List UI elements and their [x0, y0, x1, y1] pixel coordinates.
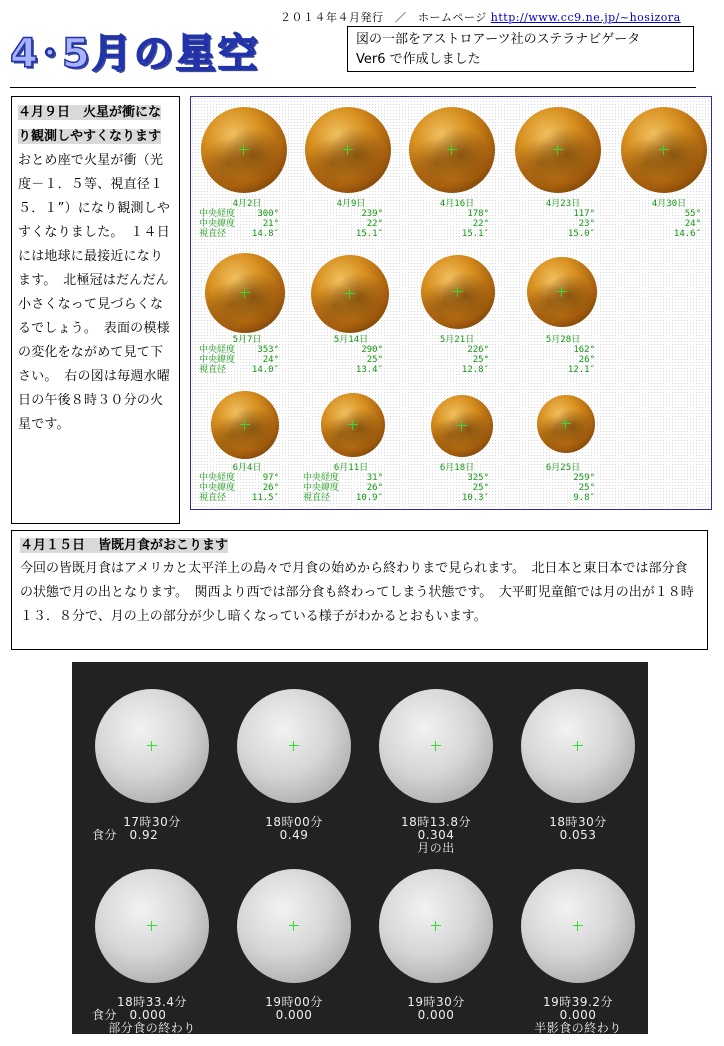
mars-row-label: 中央経度: [199, 345, 236, 355]
page-title: 4･5月の星空: [10, 31, 260, 77]
center-crosshair-icon: [147, 741, 157, 751]
credit-box: [347, 26, 694, 72]
eclipse-label: [376, 816, 496, 855]
mars-row-value: 15.1″: [355, 229, 383, 239]
mars-row: [409, 355, 505, 365]
eclipse-article-heading: [20, 535, 699, 557]
mars-disk: [321, 393, 385, 457]
mars-row: [199, 209, 295, 219]
mars-data-label: [515, 335, 611, 375]
mars-row: [515, 365, 611, 375]
mars-row: [515, 229, 611, 239]
mars-row-label: 視直径: [199, 493, 227, 503]
mars-row-value: 12.1″: [567, 365, 595, 375]
mars-date: 4月30日: [651, 199, 687, 209]
mars-disk: [537, 395, 595, 453]
mars-row-value: 26°: [578, 355, 595, 365]
mars-data-label: [409, 199, 505, 239]
eclipse-article: [11, 530, 708, 650]
center-crosshair-icon: [573, 921, 583, 931]
mars-row: [303, 365, 399, 375]
mars-data-label: [515, 463, 611, 503]
eclipse-magnitude: 0.000: [417, 1008, 455, 1022]
center-crosshair-icon: [343, 145, 353, 155]
moon-disk: [379, 869, 493, 983]
issue-text: ２０１４年４月発行 ／ ホームページ: [280, 11, 487, 24]
mars-row: [409, 493, 505, 503]
mars-row: [515, 493, 611, 503]
mars-row-value: 117°: [573, 209, 595, 219]
mars-disk: [311, 255, 389, 333]
eclipse-time: 17時30分: [123, 815, 181, 829]
mars-row: [409, 473, 505, 483]
center-crosshair-icon: [240, 420, 250, 430]
mars-row: [199, 355, 295, 365]
eclipse-time: 18時00分: [265, 815, 323, 829]
center-crosshair-icon: [447, 145, 457, 155]
eclipse-label: [234, 816, 354, 855]
moon-disk: [95, 869, 209, 983]
mars-row-label: 中央緯度: [303, 483, 340, 493]
mars-article-heading: [18, 101, 173, 149]
eclipse-label: [92, 996, 212, 1035]
mars-row: [515, 345, 611, 355]
eclipse-magnitude: 0.000: [559, 1008, 597, 1022]
mars-disk: [527, 257, 597, 327]
mars-row-value: 26°: [262, 483, 279, 493]
mars-row: [199, 229, 295, 239]
eclipse-note: [234, 842, 354, 855]
eclipse-label: [518, 816, 638, 855]
mars-row: [303, 345, 399, 355]
mars-row: [199, 365, 295, 375]
moon-disk: [521, 869, 635, 983]
mars-row: [409, 483, 505, 493]
eclipse-label: [92, 816, 212, 855]
mars-row-value: 353°: [257, 345, 279, 355]
center-crosshair-icon: [431, 921, 441, 931]
mars-row: [515, 209, 611, 219]
mars-row-value: 178°: [467, 209, 489, 219]
mars-row-value: 239°: [361, 209, 383, 219]
mars-row: [621, 229, 717, 239]
mars-date: 6月25日: [545, 463, 581, 473]
mars-row-value: 290°: [361, 345, 383, 355]
mars-row: [303, 483, 399, 493]
eclipse-note: 月の出: [417, 841, 455, 855]
mars-date: 5月21日: [439, 335, 475, 345]
mars-disk: [409, 107, 495, 193]
mars-date: 6月4日: [232, 463, 262, 473]
mars-row: [409, 219, 505, 229]
eclipse-magnitude: 0.000: [275, 1008, 313, 1022]
mars-data-label: [303, 335, 399, 375]
eclipse-magnitude: 0.053: [559, 828, 597, 842]
mars-row: [199, 219, 295, 229]
eclipse-note: [376, 1022, 496, 1035]
mars-disk: [431, 395, 493, 457]
mars-row-value: 9.8″: [573, 493, 595, 503]
mars-row-value: 259°: [573, 473, 595, 483]
center-crosshair-icon: [289, 741, 299, 751]
mars-row-label: 視直径: [199, 365, 227, 375]
mars-row: [409, 229, 505, 239]
mars-row: [515, 219, 611, 229]
mars-row: [515, 355, 611, 365]
eclipse-note: [92, 842, 212, 855]
mars-row-value: 10.9″: [355, 493, 383, 503]
mars-date: 4月2日: [232, 199, 262, 209]
mars-row-label: 中央経度: [199, 209, 236, 219]
mars-row-value: 22°: [366, 219, 383, 229]
mars-row-value: 226°: [467, 345, 489, 355]
header-issue-line: [280, 9, 681, 25]
moon-disk: [95, 689, 209, 803]
center-crosshair-icon: [345, 289, 355, 299]
mars-row-value: 14.0″: [251, 365, 279, 375]
mars-row: [515, 483, 611, 493]
mars-disk: [205, 253, 285, 333]
mars-row-value: 14.8″: [251, 229, 279, 239]
mars-row: [199, 483, 295, 493]
eclipse-note: 部分食の終わり: [108, 1021, 196, 1035]
mars-row: [621, 219, 717, 229]
eclipse-time: 18時30分: [549, 815, 607, 829]
mars-disk: [515, 107, 601, 193]
mars-date: 4月16日: [439, 199, 475, 209]
mars-row-value: 15.0″: [567, 229, 595, 239]
mars-row-value: 12.8″: [461, 365, 489, 375]
moon-disk: [237, 689, 351, 803]
eclipse-time: 19時00分: [265, 995, 323, 1009]
mars-row-value: 162°: [573, 345, 595, 355]
header-divider: [10, 87, 696, 88]
mars-date: 4月9日: [336, 199, 366, 209]
credit-line-1: 図の一部をアストロアーツ社のステラナビゲータ: [356, 32, 641, 47]
mars-row: [303, 355, 399, 365]
moon-disk: [379, 689, 493, 803]
mars-row: [199, 473, 295, 483]
mars-row: [303, 229, 399, 239]
center-crosshair-icon: [239, 145, 249, 155]
mars-data-label: [303, 463, 399, 503]
eclipse-label: [376, 996, 496, 1035]
mars-row-label: 中央緯度: [199, 483, 236, 493]
mars-disk: [211, 391, 279, 459]
homepage-link[interactable]: http://www.cc9.ne.jp/~hosizora: [490, 11, 681, 24]
mars-row-value: 11.5″: [251, 493, 279, 503]
center-crosshair-icon: [240, 288, 250, 298]
center-crosshair-icon: [348, 420, 358, 430]
mars-row-label: 視直径: [199, 229, 227, 239]
mars-row: [621, 209, 717, 219]
mars-row-value: 25°: [366, 355, 383, 365]
mars-article: [11, 96, 180, 524]
center-crosshair-icon: [453, 287, 463, 297]
mars-row-value: 24°: [262, 355, 279, 365]
eclipse-magnitude: 0.304: [417, 828, 455, 842]
eclipse-heading-text: ４月１５日 皆既月食がおこります: [20, 538, 229, 553]
center-crosshair-icon: [557, 287, 567, 297]
mars-date: 5月14日: [333, 335, 369, 345]
mars-row: [515, 473, 611, 483]
mars-row-value: 22°: [472, 219, 489, 229]
mars-row-label: 視直径: [303, 493, 331, 503]
eclipse-note: [234, 1022, 354, 1035]
mars-article-body: おとめ座で火星が衝（光度－１．５等、視直径１５．１”）になり観測しやすくなりました。 １４日には地球に最接近になります。 北極冠はだんだん小さくなって見づらくなるでしょう。 表面の模様の変化をながめて見て下さい。 右の図は毎週水曜日の午後８時３０分の火星です。: [18, 153, 171, 432]
moon-disk: [237, 869, 351, 983]
eclipse-figure: [72, 662, 648, 1034]
mars-row-label: 中央緯度: [199, 219, 236, 229]
center-crosshair-icon: [147, 921, 157, 931]
mars-row-value: 300°: [257, 209, 279, 219]
mars-row-value: 24°: [684, 219, 701, 229]
mars-data-label: [409, 335, 505, 375]
mars-disk: [421, 255, 495, 329]
center-crosshair-icon: [289, 921, 299, 931]
mars-date: 5月28日: [545, 335, 581, 345]
mars-row-value: 55°: [684, 209, 701, 219]
center-crosshair-icon: [553, 145, 563, 155]
mars-row-value: 31°: [366, 473, 383, 483]
mars-row-value: 26°: [366, 483, 383, 493]
mars-data-label: [515, 199, 611, 239]
center-crosshair-icon: [457, 421, 467, 431]
mars-row-label: 中央経度: [303, 473, 340, 483]
mars-heading-text: ４月９日 火星が衝になり観測しやすくなります: [18, 105, 162, 144]
mars-date: 5月7日: [232, 335, 262, 345]
mars-row-value: 25°: [578, 483, 595, 493]
mars-row-label: 中央緯度: [199, 355, 236, 365]
mars-row: [303, 473, 399, 483]
mars-row: [303, 493, 399, 503]
mars-row-value: 15.1″: [461, 229, 489, 239]
moon-disk: [521, 689, 635, 803]
mars-data-label: [303, 199, 399, 239]
mars-row-value: 325°: [467, 473, 489, 483]
eclipse-magnitude: 食分 0.92: [92, 828, 159, 842]
eclipse-time: 18時33.4分: [117, 995, 187, 1009]
mars-row-label: 中央経度: [199, 473, 236, 483]
eclipse-magnitude: 食分 0.000: [92, 1008, 167, 1022]
mars-data-label: [199, 199, 295, 239]
mars-row: [303, 209, 399, 219]
mars-row: [409, 365, 505, 375]
eclipse-note: 半影食の終わり: [534, 1021, 622, 1035]
eclipse-magnitude: 0.49: [279, 828, 309, 842]
mars-figure: [190, 96, 712, 510]
center-crosshair-icon: [573, 741, 583, 751]
mars-date: 6月18日: [439, 463, 475, 473]
eclipse-label: [234, 996, 354, 1035]
mars-disk: [621, 107, 707, 193]
mars-data-label: [409, 463, 505, 503]
credit-line-2: Ver6 で作成しました: [356, 52, 481, 67]
eclipse-article-body: 今回の皆既月食はアメリカと太平洋上の島々で月食の始めから終わりまで見られます。 北日本と東日本では部分食の状態で月の出となります。 関西より西では部分食も終わってしまう状態です。 大平町児童館では月の出が１８時１３．８分で、月の上の部分が少し暗くなっている様子がわかるとおもいます。: [20, 561, 694, 624]
mars-row-value: 21°: [262, 219, 279, 229]
mars-row: [199, 345, 295, 355]
mars-row-value: 25°: [472, 355, 489, 365]
mars-row: [409, 345, 505, 355]
center-crosshair-icon: [561, 419, 571, 429]
mars-data-label: [621, 199, 717, 239]
mars-row-value: 25°: [472, 483, 489, 493]
mars-data-label: [199, 335, 295, 375]
mars-disk: [201, 107, 287, 193]
eclipse-time: 18時13.8分: [401, 815, 471, 829]
mars-row-value: 14.6″: [673, 229, 701, 239]
mars-disk: [305, 107, 391, 193]
mars-row-value: 97°: [262, 473, 279, 483]
mars-row: [199, 493, 295, 503]
eclipse-label: [518, 996, 638, 1035]
center-crosshair-icon: [431, 741, 441, 751]
eclipse-note: [518, 842, 638, 855]
mars-row: [409, 209, 505, 219]
mars-row-value: 13.4″: [355, 365, 383, 375]
mars-row: [303, 219, 399, 229]
center-crosshair-icon: [659, 145, 669, 155]
eclipse-time: 19時39.2分: [543, 995, 613, 1009]
mars-row-value: 23°: [578, 219, 595, 229]
mars-data-label: [199, 463, 295, 503]
mars-date: 4月23日: [545, 199, 581, 209]
mars-date: 6月11日: [333, 463, 369, 473]
eclipse-time: 19時30分: [407, 995, 465, 1009]
mars-row-value: 10.3″: [461, 493, 489, 503]
